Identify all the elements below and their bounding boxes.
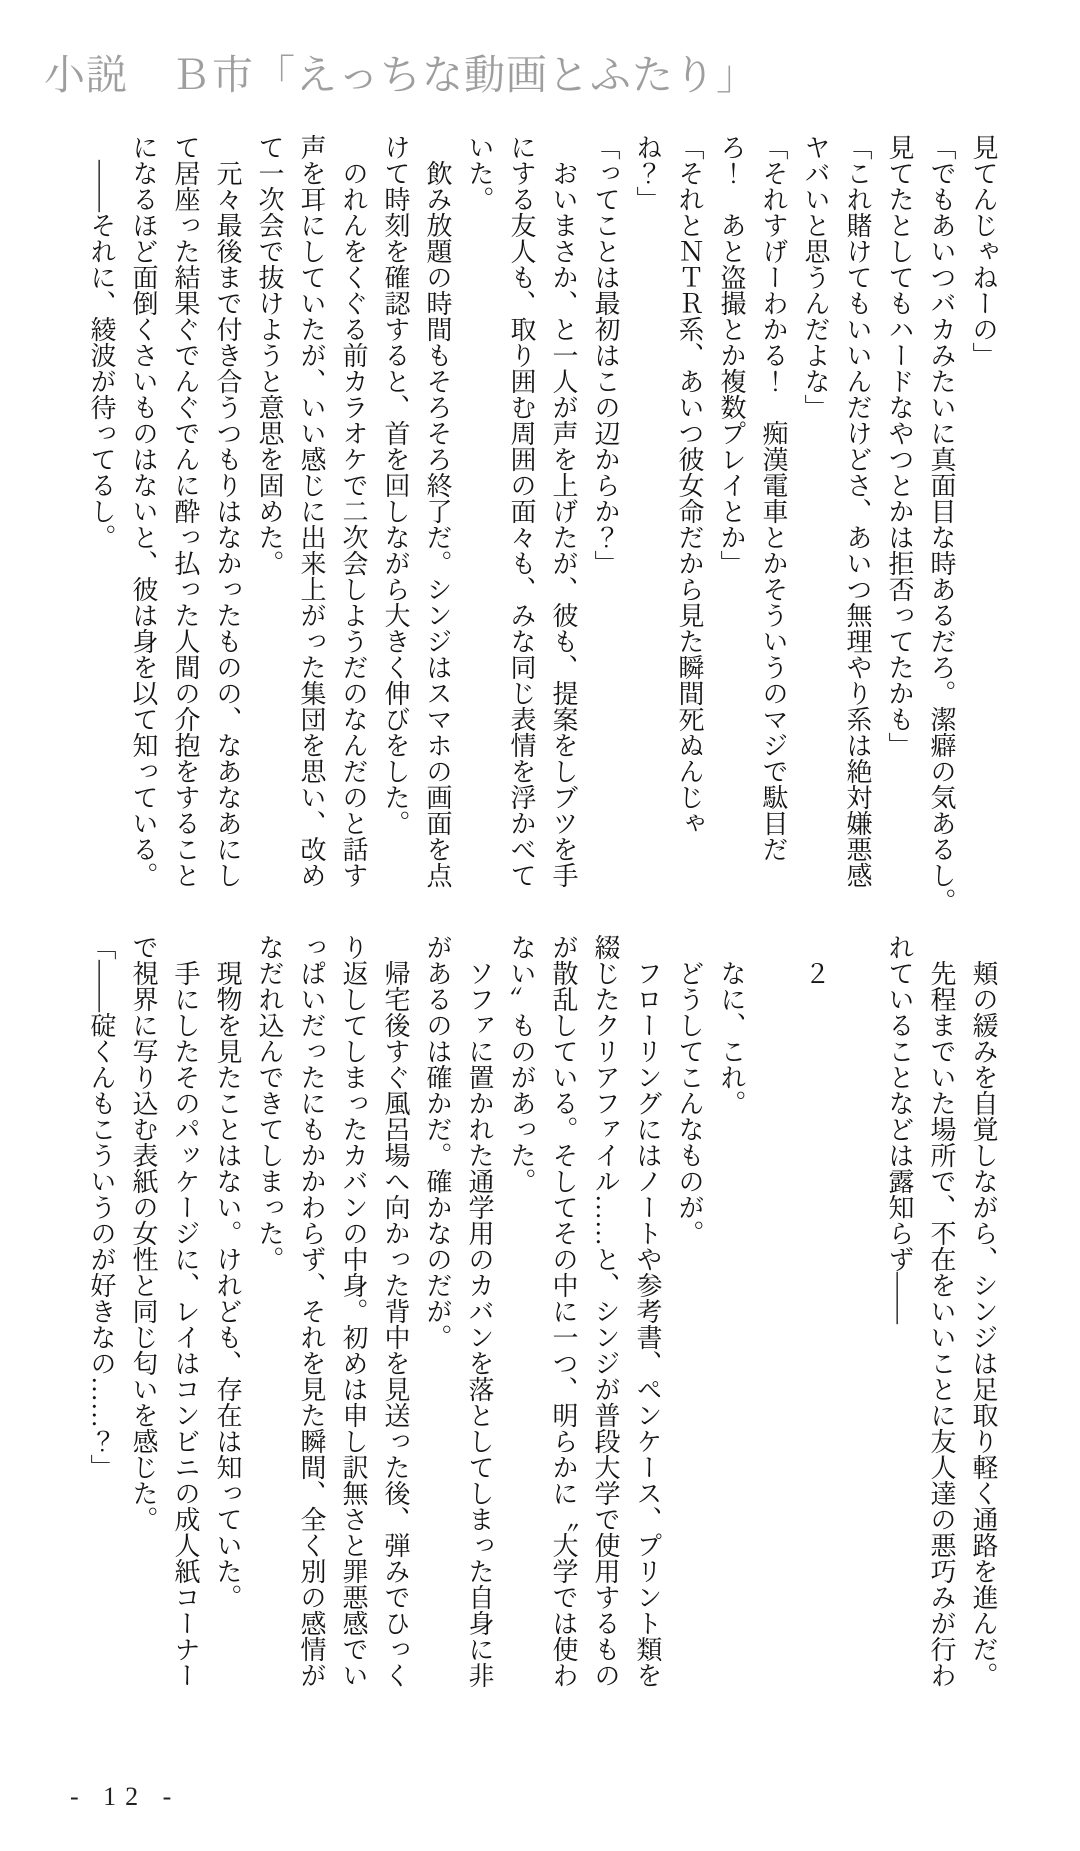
text-block-upper [78,134,1004,914]
text-line: ソファに置かれた通学用のカバンを落としてしまった自身に非 [465,934,494,1688]
page-title: 小説 Ｂ市「えっちな動画とふたり」 [44,52,758,98]
text-line: があるのは確かだ。確かなのだが。 [423,934,452,1350]
text-line: 見てたとしてもハードなやつとかは拒否ってたかも」 [885,134,914,758]
text-line: 飲み放題の時間もそろそろ終了だ。シンジはスマホの画面を点 [423,134,452,888]
text-line: おいまさか、と一人が声を上げたが、彼も、提案をしブツを手 [549,134,578,888]
text-line: 先程までいた場所で、不在をいいことに友人達の悪巧みが行わ [927,934,956,1688]
text-line: 現物を見たことはない。けれども、存在は知っていた。 [213,934,242,1610]
text-line: り返してしまったカバンの中身。初めは申し訳無さと罪悪感でい [339,934,368,1688]
text-line: けて時刻を確認すると、首を回しながら大きく伸びをした。 [381,134,410,836]
text-line: 声を耳にしていたが、いい感じに出来上がった集団を思い、改め [297,134,326,888]
text-line: 「これ賭けてもいいんだけどさ、あいつ無理やり系は絶対嫌悪感 [843,134,872,888]
text-line: ね？」 [633,134,662,212]
text-line: ろ！ あと盗撮とか複数プレイとか」 [717,134,746,576]
text-line: 頬の緩みを自覚しながら、シンジは足取り軽く通路を進んだ。 [969,934,998,1688]
text-line: どうしてこんなものが。 [675,934,704,1246]
text-line: 「それすげーわかる！ 痴漢電車とかそういうのマジで駄目だ [759,134,788,862]
text-line: フローリングにはノートや参考書、ペンケース、プリント類を [633,934,662,1688]
text-line: ――それに、綾波が待ってるし。 [87,134,116,550]
page-number: - 12 - [70,1782,181,1811]
text-line: っぱいだったにもかかわらず、それを見た瞬間、全く別の感情が [297,934,326,1688]
text-line: になるほど面倒くさいものはないと、彼は身を以て知っている。 [129,134,158,888]
text-line: 綴じたクリアファイル……と、シンジが普段大学で使用するもの [591,934,620,1688]
text-line: なに、これ。 [717,934,746,1116]
text-line: て居座った結果ぐでんぐでんに酔っ払った人間の介抱をすること [171,134,200,888]
text-line: いた。 [465,134,494,212]
text-line: 帰宅後すぐ風呂場へ向かった背中を見送った後、弾みでひっく [381,934,410,1688]
text-line: れていることなどは露知らず―― [885,934,914,1324]
text-line: ヤバいと思うんだよな」 [801,134,830,420]
text-line: 見てんじゃねーの」 [969,134,998,368]
text-block-lower [78,934,1004,1704]
text-line: 「――碇くんもこういうのが好きなの……？」 [87,934,116,1480]
text-line: で視界に写り込む表紙の女性と同じ匂いを感じた。 [129,934,158,1532]
section-number: ２ [801,934,830,986]
text-line: のれんをくぐる前カラオケで二次会しようだのなんだのと話す [339,134,368,888]
text-line: が散乱している。そしてその中に一つ、明らかに〝大学では使わ [549,934,578,1688]
text-line: て一次会で抜けようと意思を固めた。 [255,134,284,576]
text-line: にする友人も、取り囲む周囲の面々も、みな同じ表情を浮かべて [507,134,536,888]
text-line: ない〟ものがあった。 [507,934,536,1194]
blank-line [836,934,878,1704]
text-line: 「ってことは最初はこの辺からか？」 [591,134,620,576]
blank-line [752,934,794,1704]
text-line: 「でもあいつバカみたいに真面目な時あるだろ。潔癖の気あるし。 [927,134,956,914]
text-line: なだれ込んできてしまった。 [255,934,284,1272]
text-line: 手にしたそのパッケージに、レイはコンビニの成人紙コーナー [171,934,200,1688]
text-line: 元々最後まで付き合うつもりはなかったものの、なあなあにし [213,134,242,888]
text-line: 「それとＮＴＲ系、あいつ彼女命だから見た瞬間死ぬんじゃ [675,134,704,836]
